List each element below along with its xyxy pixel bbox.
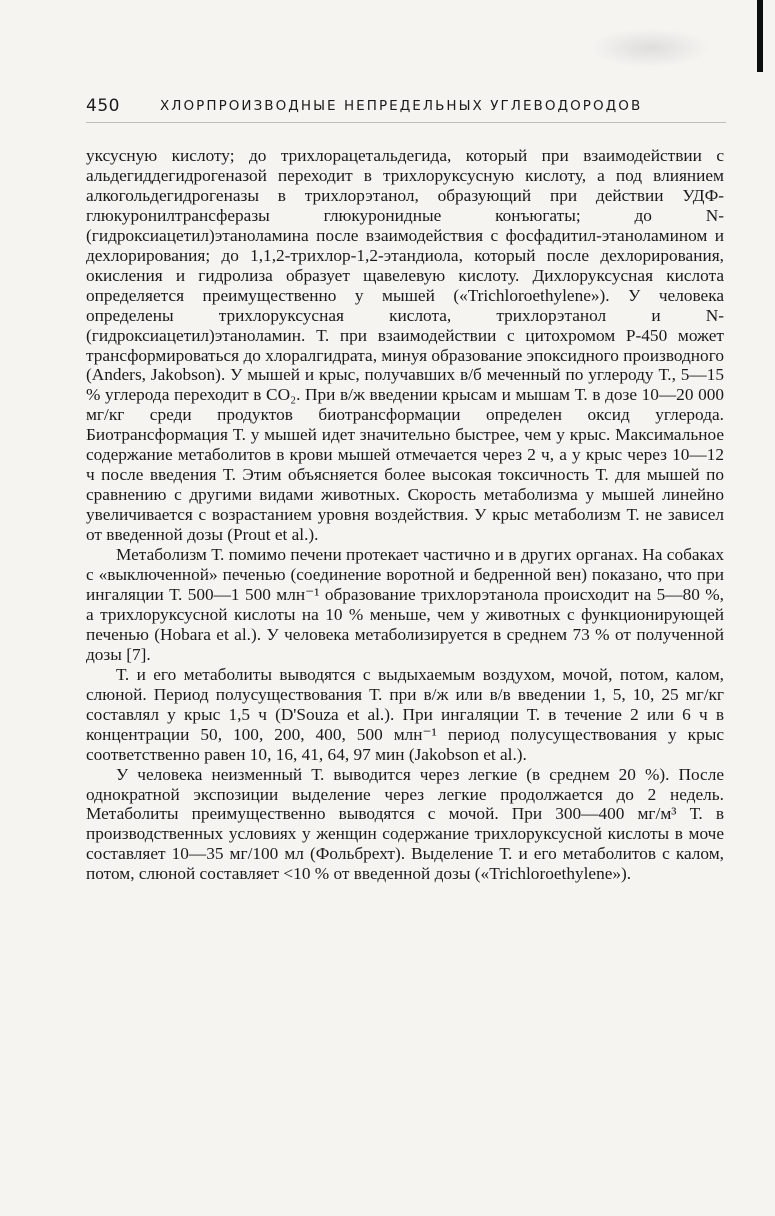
paragraph-continuation: уксусную кислоту; до трихлорацетальдегида, который при взаимодействии с альдегиддегидрогеназой переходит в трихлоруксусную кислоту, а под влиянием алкогольдегидрогеназы в трихлорэтанол, образующий при действии УДФ-глюкуронилтрансферазы глюкуронидные конъюгаты; до N-(гидроксиацетил)этаноламина после взаимодействия с фосфадитил-этаноламином и дехлорирования; до 1,1,2-трихлор-1,2-этандиола, который после дехлорирования, окисления и гидролиза образует щавелевую кислоту. Дихлоруксусная кислота определяется преимущественно у мышей («Trichloroethylene»). У человека определены трихлоруксусная кислота, трихлорэтанол и N-(гидроксиацетил)этаноламин. Т. при взаимодействии с цитохромом Р-450 может трансформироваться до хлоралгидрата, минуя образование эпоксидного производного (Anders, Jakobson). У мышей и крыс, получавших в/б меченный по углероду Т., 5—15 % углерода переходит в CO₂. При в/ж введении крысам и мышам Т. в дозе 10—20 000 мг/кг среди продуктов биотрансформации определен оксид углерода. Биотрансформация Т. у мышей идет значительно быстрее, чем у крыс. Максимальное содержание метаболитов в крови мышей отмечается через 2 ч, а у крыс через 10—12 ч после введения Т. Этим объясняется более высокая токсичность Т. для мышей по сравнению с другими видами животных. Скорость метаболизма у мышей линейно увеличивается с возрастанием уровня воздействия. У крыс метаболизм Т. не зависел от введенной дозы (Prout et al.). xyxy=(86,146,724,545)
paragraph-metabolism-organs: Метаболизм Т. помимо печени протекает частично и в других органах. На собаках с «выключенной» печенью (соединение воротной и бедренной вен) показано, что при ингаляции Т. 500—1 500 млн⁻¹ образование трихлорэтанола происходит на 5—80 %, а трихлоруксусной кислоты на 10 % меньше, чем у животных с функционирующей печенью (Hobara et al.). У человека метаболизируется в среднем 73 % от полученной дозы [7]. xyxy=(86,545,724,664)
header-rule xyxy=(86,122,726,123)
scan-edge-mark xyxy=(757,0,763,72)
body-text xyxy=(86,146,724,884)
running-title: ХЛОРПРОИЗВОДНЫЕ НЕПРЕДЕЛЬНЫХ УГЛЕВОДОРОДОВ xyxy=(160,98,643,114)
paragraph-human-excretion: У человека неизменный Т. выводится через легкие (в среднем 20 %). После однократной экспозиции выделение через легкие продолжается до 2 недель. Метаболиты преимущественно выводятся с мочой. При 300—400 мг/м³ Т. в производственных условиях у женщин содержание трихлоруксусной кислоты в моче составляет 10—35 мг/100 мл (Фольбрехт). Выделение Т. и его метаболитов с калом, потом, слюной составляет <10 % от введенной дозы («Trichloroethylene»). xyxy=(86,764,724,884)
page-number: 450 xyxy=(86,96,120,116)
page-header xyxy=(86,96,726,118)
paragraph-excretion: Т. и его метаболиты выводятся с выдыхаемым воздухом, мочой, потом, калом, слюной. Период полусуществования Т. при в/ж или в/в введении 1, 5, 10, 25 мг/кг составлял у крыс 1,5 ч (D'Souza et al.). При ингаляции Т. в течение 2 или 6 ч в концентрации 50, 100, 200, 400, 500 млн⁻¹ период полусуществования у крыс соответственно равен 10, 16, 41, 64, 97 мин (Jakobson et al.). xyxy=(86,664,724,764)
scan-artifact xyxy=(590,28,710,68)
